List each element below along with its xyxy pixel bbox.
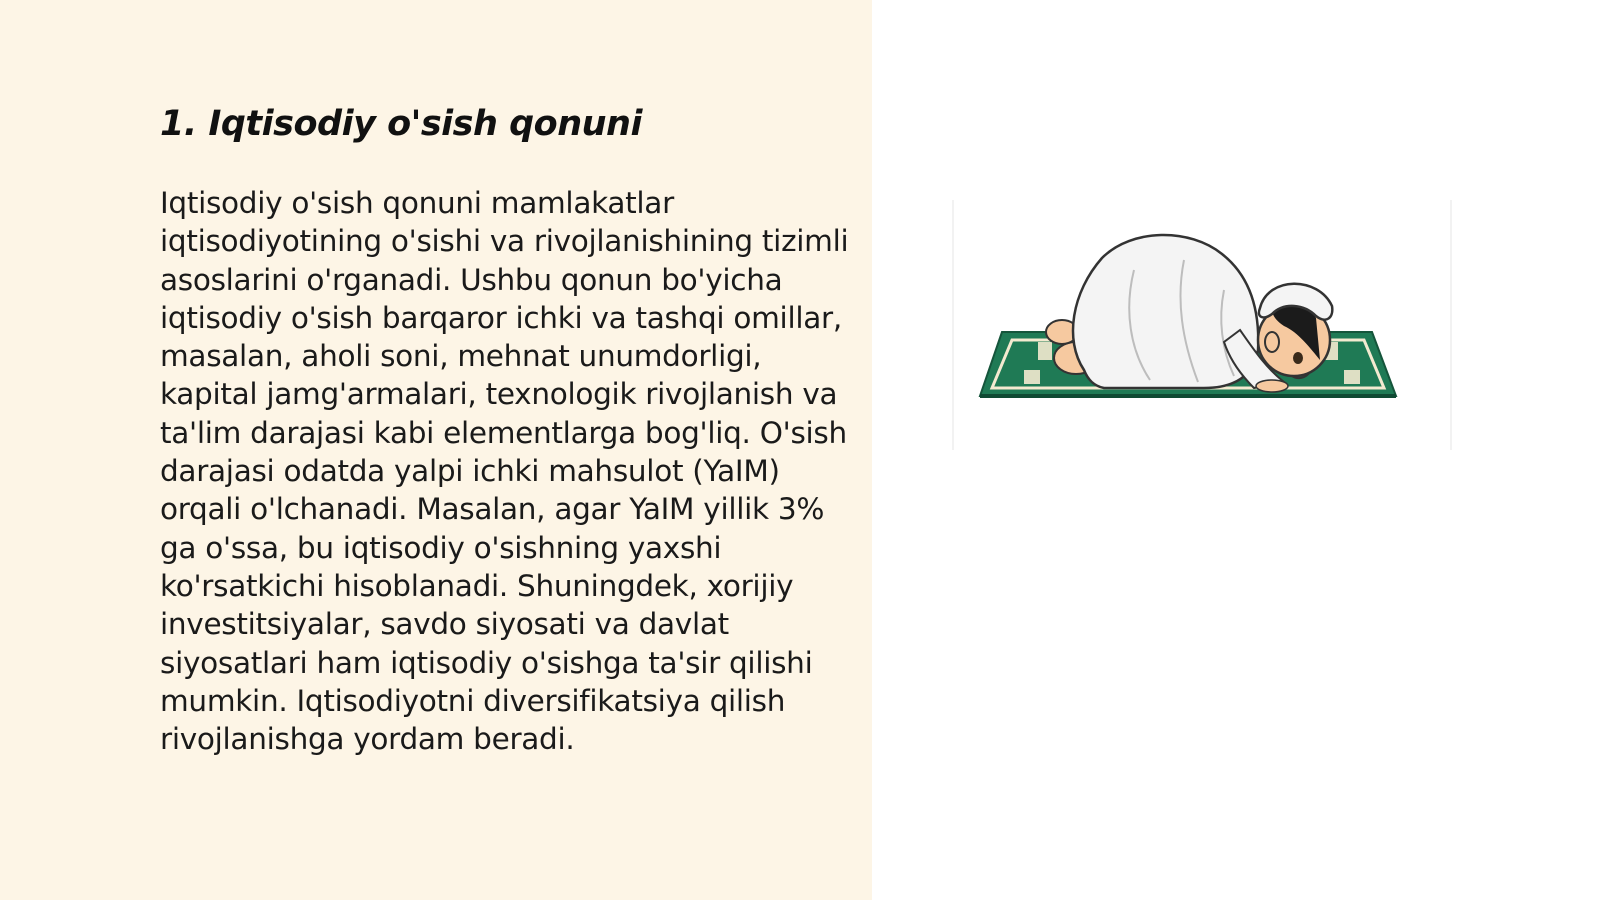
boy-ear	[1265, 332, 1279, 352]
rug-shadow	[980, 394, 1396, 398]
boy-hand	[1256, 380, 1288, 392]
slide-title: 1. Iqtisodiy o'sish qonuni	[160, 104, 642, 144]
rug-pattern	[1038, 342, 1052, 360]
slide-body-text: Iqtisodiy o'sish qonuni mamlakatlar iqtisodiyotining o'sishi va rivojlanishining tizimli asoslarini o'rganadi. Ushbu qonun bo'yicha iqtisodiy o'sish barqaror ichki va tashqi omillar, masalan, aholi soni, mehnat unumdorligi, kapital jamg'armalari, texnologik rivojlanish va ta'lim darajasi kabi elementlarga bog'liq. O'sish darajasi odatda yalpi ichki mahsulot (YaIM) orqali o'lchanadi. Masalan, agar YaIM yillik 3% ga o'ssa, bu iqtisodiy o'sishning yaxshi ko'rsatkichi hisoblanadi. Shuningdek, xorijiy investitsiyalar, savdo siyosati va davlat siyosatlari ham iqtisodiy o'sishga ta'sir qilishi mumkin. Iqtisodiyotni diversifikatsiya qilish rivojlanishga yordam beradi.	[160, 186, 849, 757]
rug-pattern	[1344, 370, 1360, 384]
rug-pattern	[1024, 370, 1040, 384]
boy-eye	[1293, 352, 1303, 364]
illustration-frame	[952, 200, 1452, 450]
praying-boy-on-prayer-rug-icon	[954, 200, 1454, 450]
